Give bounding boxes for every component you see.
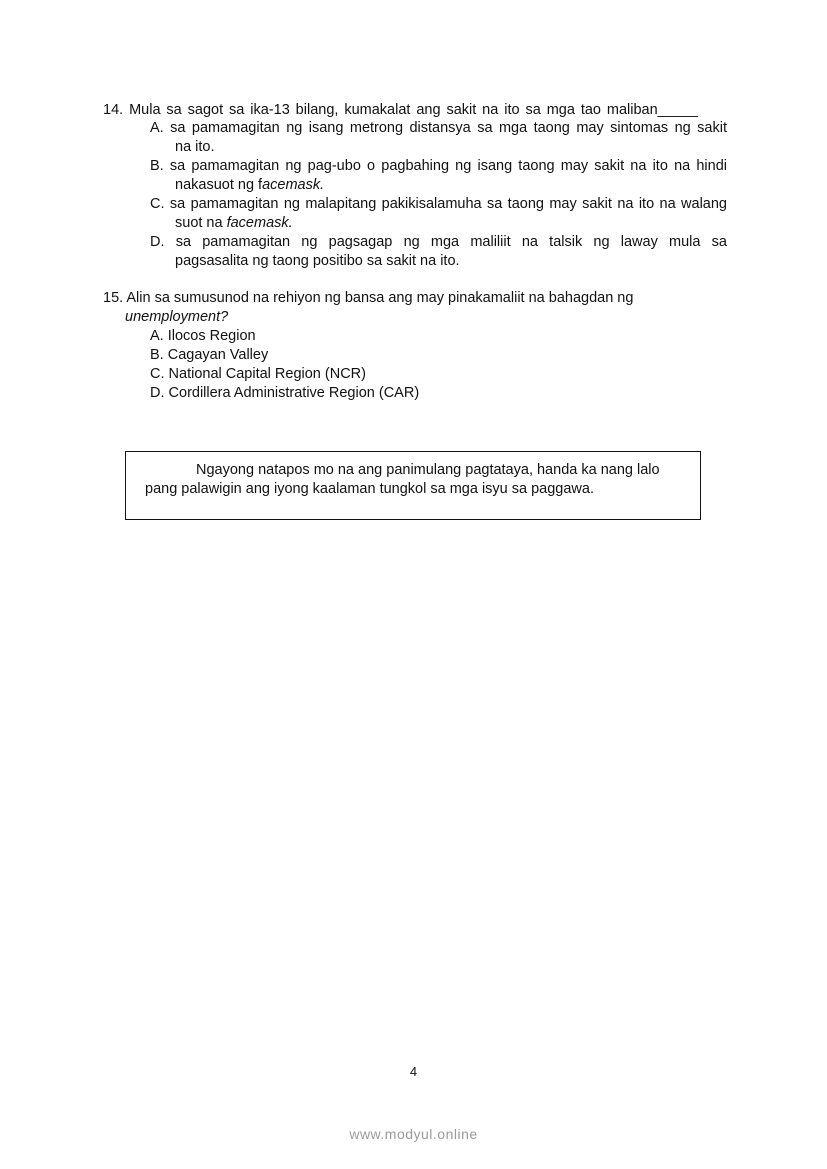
question-15-option-d: D. Cordillera Administrative Region (CAR) xyxy=(150,385,420,401)
question-14-option-a-cont: na ito. xyxy=(175,139,215,155)
question-15-stem: 15. Alin sa sumusunod na rehiyon ng bansa ang may pinakamaliit na bahagdan ng xyxy=(103,290,634,306)
question-14-option-b-cont xyxy=(175,176,324,194)
question-15-option-b: B. Cagayan Valley xyxy=(150,347,269,363)
italic-term: unemployment? xyxy=(125,309,229,325)
italic-term: facemask. xyxy=(226,215,293,231)
question-14-option-c-cont xyxy=(175,214,293,232)
question-15-stem-cont xyxy=(125,308,228,326)
italic-term: acemask. xyxy=(262,177,325,193)
option-text: suot na xyxy=(175,215,227,231)
question-15-option-c: C. National Capital Region (NCR) xyxy=(150,366,366,382)
page-number: 4 xyxy=(409,1064,418,1079)
note-line-1: Ngayong natapos mo na ang panimulang pagtataya, handa ka nang lalo xyxy=(196,462,660,478)
note-line-2: pang palawigin ang iyong kaalaman tungkol sa mga isyu sa paggawa. xyxy=(145,481,594,497)
option-text: nakasuot ng f xyxy=(175,177,263,193)
question-14-option-b: B. sa pamamagitan ng pag-ubo o pagbahing ng isang taong may sakit na ito na hindi xyxy=(150,158,727,174)
question-15-option-a: A. Ilocos Region xyxy=(150,328,256,344)
question-14-option-c: C. sa pamamagitan ng malapitang pakikisalamuha sa taong may sakit na ito na walang xyxy=(150,196,727,212)
question-14-option-d-cont: pagsasalita ng taong positibo sa sakit na ito. xyxy=(175,253,460,269)
question-14-option-d: D. sa pamamagitan ng pagsagap ng mga maliliit na talsik ng laway mula sa xyxy=(150,234,727,250)
question-14-stem: 14. Mula sa sagot sa ika-13 bilang, kumakalat ang sakit na ito sa mga tao maliban_____ xyxy=(103,102,698,118)
question-14-option-a: A. sa pamamagitan ng isang metrong distansya sa mga taong may sintomas ng sakit xyxy=(150,120,727,136)
watermark: www.modyul.online xyxy=(349,1126,478,1142)
